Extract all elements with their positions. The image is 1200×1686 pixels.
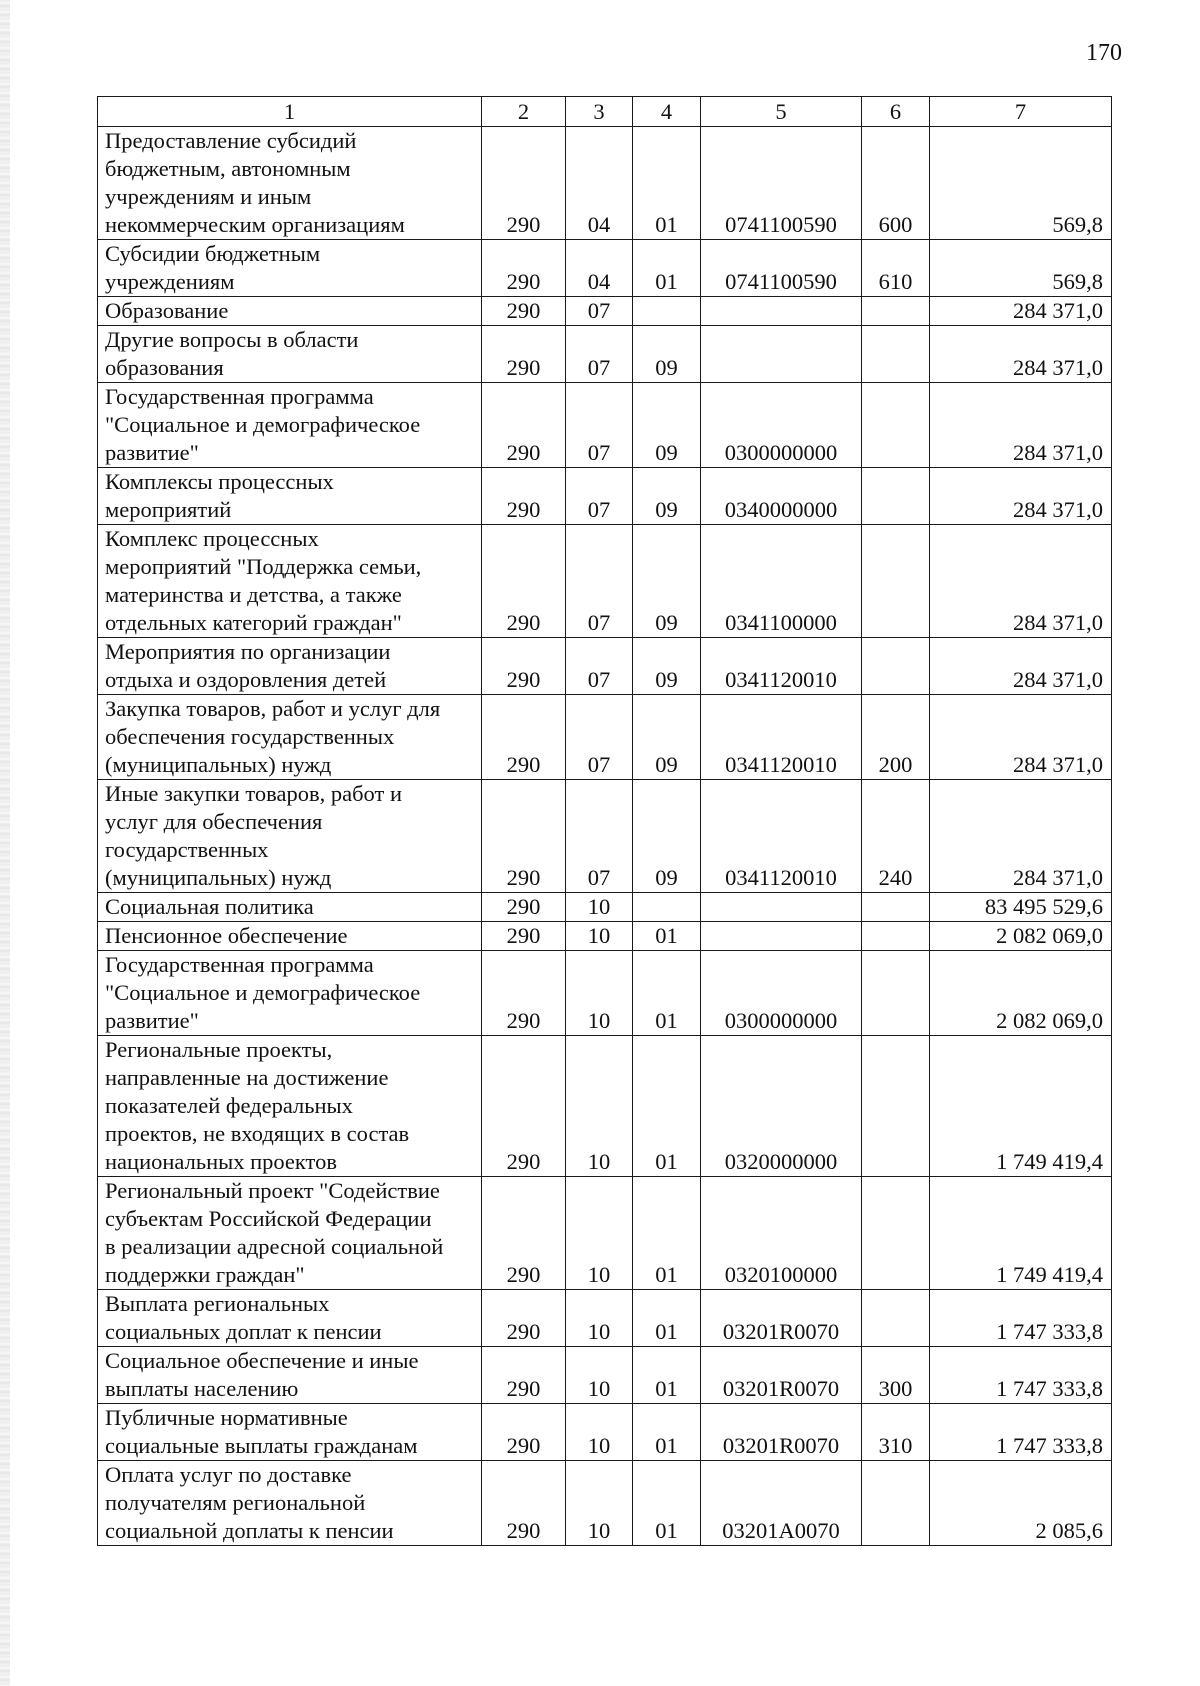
target-article-cell: 0300000000 — [701, 383, 862, 468]
row-name-cell — [98, 780, 482, 893]
amount-cell: 284 371,0 — [930, 695, 1112, 780]
section-cell: 10 — [566, 1177, 633, 1290]
row-name-line: учреждениям и иным — [105, 184, 312, 209]
row-name-cell — [98, 1404, 482, 1461]
row-name-line: Комплексы процессных — [105, 469, 334, 494]
row-name-cell — [98, 695, 482, 780]
target-article-cell — [701, 922, 862, 951]
row-name-cell — [98, 326, 482, 383]
row-name-line: развитие" — [105, 440, 199, 465]
table-row — [98, 127, 1112, 240]
subsection-cell: 01 — [633, 1177, 701, 1290]
subsection-cell: 01 — [633, 1404, 701, 1461]
expense-type-cell: 200 — [862, 695, 930, 780]
grbs-cell: 290 — [482, 695, 566, 780]
grbs-cell: 290 — [482, 638, 566, 695]
row-name-line: Предоставление субсидий — [105, 128, 357, 153]
grbs-cell: 290 — [482, 1290, 566, 1347]
amount-cell: 284 371,0 — [930, 468, 1112, 525]
subsection-cell: 01 — [633, 951, 701, 1036]
target-article-cell: 03201R0070 — [701, 1347, 862, 1404]
table-row — [98, 240, 1112, 297]
row-name-cell — [98, 525, 482, 638]
amount-cell: 1 747 333,8 — [930, 1347, 1112, 1404]
row-name-cell — [98, 1347, 482, 1404]
expense-type-cell: 610 — [862, 240, 930, 297]
row-name-line: учреждениям — [105, 269, 235, 294]
row-name-line: (муниципальных) нужд — [105, 865, 332, 890]
page-number: 170 — [1086, 40, 1122, 66]
table-row — [98, 468, 1112, 525]
row-name-line: Пенсионное обеспечение — [105, 923, 348, 948]
row-name-line: мероприятий — [105, 497, 232, 522]
row-name-line: отдыха и оздоровления детей — [105, 667, 387, 692]
section-cell: 10 — [566, 1290, 633, 1347]
target-article-cell: 0741100590 — [701, 127, 862, 240]
grbs-cell: 290 — [482, 922, 566, 951]
amount-cell: 2 082 069,0 — [930, 922, 1112, 951]
row-name-line: материнства и детства, а также — [105, 582, 402, 607]
row-name-line: Субсидии бюджетным — [105, 241, 321, 266]
subsection-cell: 01 — [633, 1036, 701, 1177]
amount-cell: 284 371,0 — [930, 525, 1112, 638]
table-row — [98, 780, 1112, 893]
target-article-cell: 0340000000 — [701, 468, 862, 525]
expense-type-cell — [862, 326, 930, 383]
expense-type-cell — [862, 383, 930, 468]
subsection-cell: 01 — [633, 1347, 701, 1404]
row-name-cell — [98, 1290, 482, 1347]
section-cell: 10 — [566, 1347, 633, 1404]
row-name-line: отдельных категорий граждан" — [105, 610, 402, 635]
amount-cell: 1 749 419,4 — [930, 1036, 1112, 1177]
row-name-line: социальных доплат к пенсии — [105, 1319, 382, 1344]
section-cell: 07 — [566, 326, 633, 383]
row-name-line: (муниципальных) нужд — [105, 752, 332, 777]
row-name-cell — [98, 1461, 482, 1546]
expense-type-cell: 240 — [862, 780, 930, 893]
target-article-cell: 0341120010 — [701, 780, 862, 893]
target-article-cell: 0341120010 — [701, 638, 862, 695]
row-name-line: поддержки граждан" — [105, 1262, 305, 1287]
row-name-line: социальные выплаты гражданам — [105, 1433, 418, 1458]
grbs-cell: 290 — [482, 1461, 566, 1546]
row-name-line: показателей федеральных — [105, 1093, 353, 1118]
expense-type-cell — [862, 1290, 930, 1347]
section-cell: 07 — [566, 468, 633, 525]
target-article-cell: 0741100590 — [701, 240, 862, 297]
row-name-line: Выплата региональных — [105, 1291, 330, 1316]
subsection-cell — [633, 893, 701, 922]
grbs-cell: 290 — [482, 1404, 566, 1461]
amount-cell: 284 371,0 — [930, 780, 1112, 893]
amount-cell: 569,8 — [930, 127, 1112, 240]
expense-type-cell — [862, 638, 930, 695]
row-name-line: образования — [105, 355, 224, 380]
expense-type-cell — [862, 951, 930, 1036]
row-name-cell — [98, 951, 482, 1036]
table-row — [98, 326, 1112, 383]
row-name-line: услуг для обеспечения — [105, 809, 323, 834]
row-name-line: Государственная программа — [105, 384, 374, 409]
target-article-cell: 0300000000 — [701, 951, 862, 1036]
subsection-cell — [633, 297, 701, 326]
subsection-cell: 09 — [633, 326, 701, 383]
row-name-line: направленные на достижение — [105, 1065, 389, 1090]
row-name-cell — [98, 127, 482, 240]
row-name-line: некоммерческим организациям — [105, 212, 405, 237]
target-article-cell: 0320100000 — [701, 1177, 862, 1290]
amount-cell: 1 747 333,8 — [930, 1404, 1112, 1461]
table-row — [98, 1404, 1112, 1461]
section-cell: 07 — [566, 695, 633, 780]
table-row — [98, 383, 1112, 468]
table-body — [98, 97, 1112, 1546]
table-row — [98, 893, 1112, 922]
section-cell: 10 — [566, 893, 633, 922]
amount-cell: 569,8 — [930, 240, 1112, 297]
header-cell-4: 4 — [633, 97, 701, 127]
subsection-cell: 09 — [633, 780, 701, 893]
amount-cell: 284 371,0 — [930, 297, 1112, 326]
grbs-cell: 290 — [482, 525, 566, 638]
section-cell: 07 — [566, 638, 633, 695]
row-name-line: Социальная политика — [105, 894, 314, 919]
row-name-cell — [98, 383, 482, 468]
row-name-line: Иные закупки товаров, работ и — [105, 781, 403, 806]
subsection-cell: 09 — [633, 695, 701, 780]
section-cell: 10 — [566, 922, 633, 951]
expense-type-cell — [862, 1461, 930, 1546]
expense-type-cell — [862, 893, 930, 922]
row-name-line: Публичные нормативные — [105, 1405, 348, 1430]
row-name-line: в реализации адресной социальной — [105, 1234, 444, 1259]
amount-cell: 1 749 419,4 — [930, 1177, 1112, 1290]
row-name-line: проектов, не входящих в состав — [105, 1121, 410, 1146]
header-cell-2: 2 — [482, 97, 566, 127]
subsection-cell: 01 — [633, 1290, 701, 1347]
grbs-cell: 290 — [482, 780, 566, 893]
row-name-line: Образование — [105, 298, 229, 323]
row-name-line: субъектам Российской Федерации — [105, 1206, 432, 1231]
subsection-cell: 09 — [633, 525, 701, 638]
amount-cell: 284 371,0 — [930, 383, 1112, 468]
amount-cell: 83 495 529,6 — [930, 893, 1112, 922]
expense-type-cell — [862, 297, 930, 326]
target-article-cell: 0341100000 — [701, 525, 862, 638]
subsection-cell: 09 — [633, 468, 701, 525]
expense-type-cell: 300 — [862, 1347, 930, 1404]
grbs-cell: 290 — [482, 383, 566, 468]
header-cell-6: 6 — [862, 97, 930, 127]
row-name-line: бюджетным, автономным — [105, 156, 351, 181]
scan-edge — [0, 0, 10, 1686]
subsection-cell: 01 — [633, 240, 701, 297]
target-article-cell: 03201R0070 — [701, 1290, 862, 1347]
grbs-cell: 290 — [482, 1347, 566, 1404]
row-name-line: Социальное обеспечение и иные — [105, 1348, 419, 1373]
row-name-line: Государственная программа — [105, 952, 374, 977]
section-cell: 07 — [566, 297, 633, 326]
section-cell: 10 — [566, 1404, 633, 1461]
target-article-cell: 0341120010 — [701, 695, 862, 780]
section-cell: 10 — [566, 1036, 633, 1177]
row-name-line: Региональный проект "Содействие — [105, 1178, 440, 1203]
row-name-line: Комплекс процессных — [105, 526, 319, 551]
section-cell: 07 — [566, 525, 633, 638]
grbs-cell: 290 — [482, 468, 566, 525]
expense-type-cell — [862, 1177, 930, 1290]
table-row — [98, 695, 1112, 780]
expense-type-cell — [862, 468, 930, 525]
row-name-cell — [98, 297, 482, 326]
expense-type-cell — [862, 922, 930, 951]
grbs-cell: 290 — [482, 893, 566, 922]
table-row — [98, 1177, 1112, 1290]
row-name-line: социальной доплаты к пенсии — [105, 1518, 394, 1543]
section-cell: 10 — [566, 951, 633, 1036]
subsection-cell: 09 — [633, 638, 701, 695]
row-name-line: государственных — [105, 837, 269, 862]
expense-type-cell: 310 — [862, 1404, 930, 1461]
target-article-cell: 03201A0070 — [701, 1461, 862, 1546]
amount-cell: 2 085,6 — [930, 1461, 1112, 1546]
row-name-line: мероприятий "Поддержка семьи, — [105, 554, 422, 579]
row-name-cell — [98, 922, 482, 951]
subsection-cell: 01 — [633, 1461, 701, 1546]
row-name-cell — [98, 893, 482, 922]
target-article-cell — [701, 893, 862, 922]
section-cell: 07 — [566, 383, 633, 468]
row-name-line: национальных проектов — [105, 1149, 337, 1174]
target-article-cell: 03201R0070 — [701, 1404, 862, 1461]
row-name-line: выплаты населению — [105, 1376, 299, 1401]
row-name-line: "Социальное и демографическое — [105, 412, 421, 437]
target-article-cell: 0320000000 — [701, 1036, 862, 1177]
table-row — [98, 638, 1112, 695]
target-article-cell — [701, 297, 862, 326]
row-name-cell — [98, 240, 482, 297]
grbs-cell: 290 — [482, 1177, 566, 1290]
row-name-line: Другие вопросы в области — [105, 327, 359, 352]
table-row — [98, 922, 1112, 951]
expense-type-cell — [862, 525, 930, 638]
table-row — [98, 1290, 1112, 1347]
amount-cell: 2 082 069,0 — [930, 951, 1112, 1036]
grbs-cell: 290 — [482, 951, 566, 1036]
section-cell: 10 — [566, 1461, 633, 1546]
header-cell-1: 1 — [98, 97, 482, 127]
row-name-line: Закупка товаров, работ и услуг для — [105, 696, 441, 721]
grbs-cell: 290 — [482, 240, 566, 297]
subsection-cell: 01 — [633, 922, 701, 951]
row-name-cell — [98, 638, 482, 695]
header-cell-3: 3 — [566, 97, 633, 127]
amount-cell: 1 747 333,8 — [930, 1290, 1112, 1347]
grbs-cell: 290 — [482, 1036, 566, 1177]
row-name-line: Региональные проекты, — [105, 1037, 333, 1062]
table-row — [98, 1461, 1112, 1546]
budget-table — [97, 96, 1112, 1546]
grbs-cell: 290 — [482, 326, 566, 383]
expense-type-cell — [862, 1036, 930, 1177]
row-name-cell — [98, 468, 482, 525]
section-cell: 04 — [566, 127, 633, 240]
subsection-cell: 01 — [633, 127, 701, 240]
table-row — [98, 951, 1112, 1036]
table-row — [98, 525, 1112, 638]
table-row — [98, 1347, 1112, 1404]
grbs-cell: 290 — [482, 127, 566, 240]
amount-cell: 284 371,0 — [930, 638, 1112, 695]
row-name-cell — [98, 1036, 482, 1177]
section-cell: 07 — [566, 780, 633, 893]
target-article-cell — [701, 326, 862, 383]
row-name-line: обеспечения государственных — [105, 724, 395, 749]
table-header-row — [98, 97, 1112, 127]
expense-type-cell: 600 — [862, 127, 930, 240]
header-cell-5: 5 — [701, 97, 862, 127]
row-name-cell — [98, 1177, 482, 1290]
grbs-cell: 290 — [482, 297, 566, 326]
row-name-line: "Социальное и демографическое — [105, 980, 421, 1005]
header-cell-7: 7 — [930, 97, 1112, 127]
table-row — [98, 1036, 1112, 1177]
section-cell: 04 — [566, 240, 633, 297]
row-name-line: развитие" — [105, 1008, 199, 1033]
subsection-cell: 09 — [633, 383, 701, 468]
row-name-line: получателям региональной — [105, 1490, 366, 1515]
table-row — [98, 297, 1112, 326]
row-name-line: Мероприятия по организации — [105, 639, 391, 664]
amount-cell: 284 371,0 — [930, 326, 1112, 383]
row-name-line: Оплата услуг по доставке — [105, 1462, 352, 1487]
